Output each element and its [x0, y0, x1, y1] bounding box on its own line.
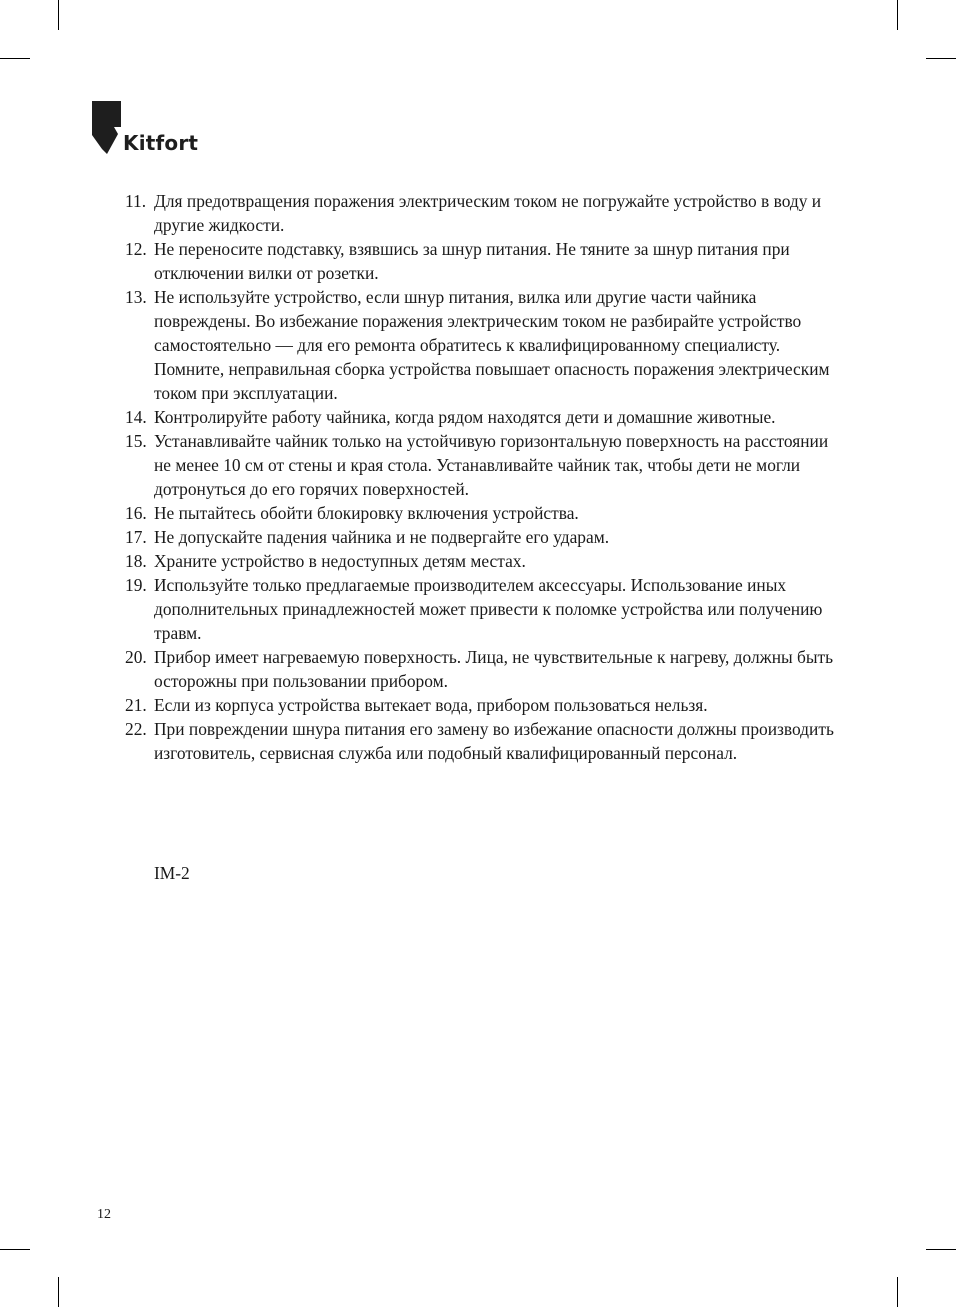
crop-mark-top-right-horizontal [926, 58, 956, 59]
item-text: При повреждении шнура питания его замену во избежание опасности должны производить изготовитель, сервисная служба или подобный квалифицированный персонал. [154, 719, 834, 763]
crop-mark-top-left-horizontal [0, 58, 30, 59]
item-number: 16. [125, 503, 147, 523]
item-text: Не допускайте падения чайника и не подвергайте его ударам. [154, 527, 610, 547]
list-item [125, 693, 841, 717]
page-number: 12 [97, 1207, 111, 1222]
item-text: Контролируйте работу чайника, когда рядом находятся дети и домашние животные. [154, 407, 776, 427]
item-number: 19. [125, 575, 147, 595]
item-number: 18. [125, 551, 147, 571]
item-number: 11. [125, 191, 147, 211]
crop-mark-bottom-right-vertical [897, 1277, 898, 1307]
crop-mark-bottom-right-horizontal [926, 1249, 956, 1250]
item-text: Устанавливайте чайник только на устойчивую горизонтальную поверхность на расстоянии не менее 10 см от стены и края стола. Устанавливайте чайник так, чтобы дети не могли дотронуться до его горячих поверхностей. [154, 431, 829, 499]
list-item [125, 189, 841, 237]
crop-mark-bottom-left-vertical [58, 1277, 59, 1307]
list-item [125, 501, 841, 525]
crop-mark-top-right-vertical [897, 0, 898, 30]
safety-instructions-list [125, 189, 841, 765]
item-number: 21. [125, 695, 147, 715]
brand-name: Kitfort [123, 131, 199, 155]
crop-mark-bottom-left-horizontal [0, 1249, 30, 1250]
item-text: Прибор имеет нагреваемую поверхность. Лица, не чувствительные к нагреву, должны быть осторожны при пользовании прибором. [154, 647, 834, 691]
list-item [125, 405, 841, 429]
list-item [125, 429, 841, 501]
item-number: 13. [125, 287, 147, 307]
item-number: 12. [125, 239, 147, 259]
item-text: Не пытайтесь обойти блокировку включения устройства. [154, 503, 579, 523]
list-item [125, 549, 841, 573]
item-text: Не переносите подставку, взявшись за шнур питания. Не тяните за шнур питания при отключении вилки от розетки. [154, 239, 790, 283]
item-text: Храните устройство в недоступных детям местах. [154, 551, 526, 571]
item-number: 22. [125, 719, 147, 739]
item-text: Используйте только предлагаемые производителем аксессуары. Использование иных дополнительных принадлежностей может привести к поломке устройства или получению травм. [154, 575, 823, 643]
item-number: 14. [125, 407, 147, 427]
list-item [125, 717, 841, 765]
item-text: Для предотвращения поражения электрическим током не погружайте устройство в воду и другие жидкости. [154, 191, 822, 235]
item-number: 20. [125, 647, 147, 667]
crop-mark-top-left-vertical [58, 0, 59, 30]
item-text: Не используйте устройство, если шнур питания, вилка или другие части чайника повреждены. Во избежание поражения электрическим током не разбирайте устройство самостоятельно — для его ремонта обратитесь к квалифицированному специалисту. Помните, неправильная сборка устройства повышает опасность поражения электрическим током при эксплуатации. [154, 287, 830, 403]
list-item [125, 285, 841, 405]
brand-logo [92, 101, 202, 157]
list-item [125, 237, 841, 285]
document-code: IM-2 [154, 863, 190, 883]
list-item [125, 645, 841, 693]
item-text: Если из корпуса устройства вытекает вода, прибором пользоваться нельзя. [154, 695, 708, 715]
list-item [125, 525, 841, 549]
item-number: 15. [125, 431, 147, 451]
item-number: 17. [125, 527, 147, 547]
kitfort-shield-icon [92, 101, 122, 155]
list-item [125, 573, 841, 645]
